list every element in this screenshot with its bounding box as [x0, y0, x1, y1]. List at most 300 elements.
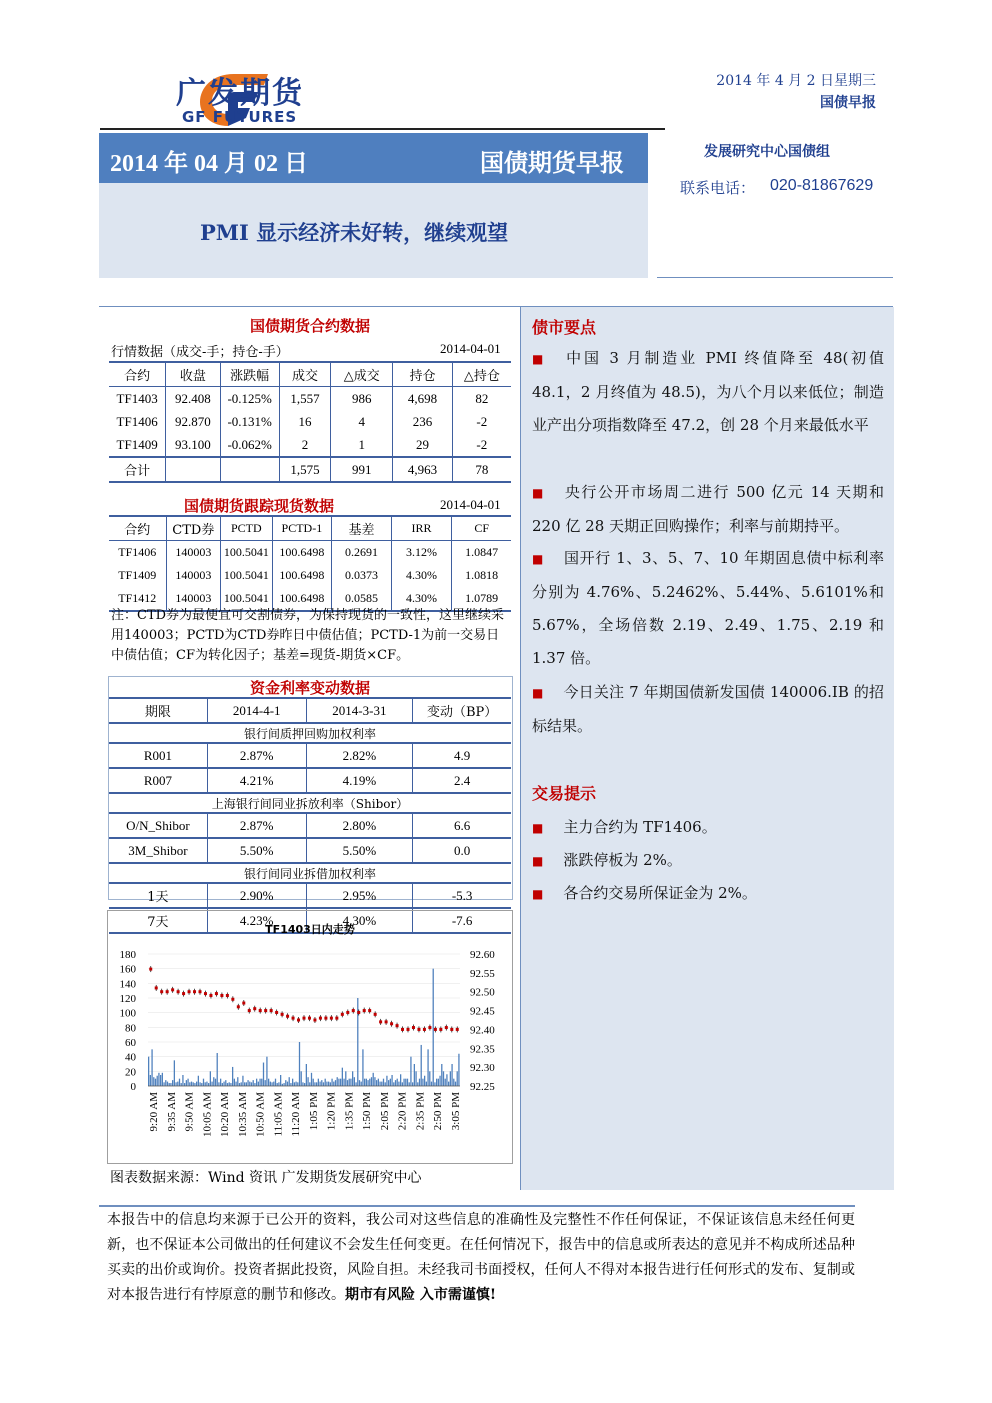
y-tick-label: 140	[119, 978, 136, 991]
volume-bar	[230, 1083, 231, 1086]
volume-bar	[337, 1077, 338, 1086]
table-cell	[166, 457, 220, 482]
volume-bar	[278, 1082, 279, 1086]
volume-bar	[328, 1082, 329, 1086]
table-cell: 0.2691	[332, 541, 392, 565]
volume-bar	[297, 1082, 298, 1086]
price-candle	[379, 1020, 382, 1023]
volume-bar	[155, 1079, 156, 1086]
volume-bar	[290, 1083, 291, 1086]
col-header: 合约	[109, 362, 166, 387]
price-candle	[160, 990, 163, 993]
market-point	[532, 342, 884, 442]
volume-bar	[241, 1082, 242, 1086]
volume-bar	[213, 1077, 214, 1086]
table-cell: 1.0847	[452, 541, 511, 565]
volume-bar	[208, 1083, 209, 1086]
volume-bar	[277, 1083, 278, 1086]
volume-bar	[361, 1082, 362, 1086]
table-cell: 100.5041	[221, 564, 273, 587]
volume-bar	[311, 1073, 312, 1086]
table-header-row	[109, 698, 511, 723]
table-cell: 92.408	[166, 387, 220, 411]
table-cell: TF1412	[118, 591, 157, 605]
chart-y-axis	[120, 949, 137, 1093]
headline: PMI 显示经济未好转，继续观望	[200, 220, 509, 245]
volume-bar	[266, 1057, 267, 1086]
price-candle	[209, 994, 212, 997]
department: 发展研究中心国债组	[704, 144, 830, 160]
price-candle	[231, 998, 234, 1001]
volume-bar	[179, 1079, 180, 1086]
price-candle	[193, 990, 196, 993]
x-tick-label: 10:05 AM	[201, 1092, 214, 1137]
volume-bar	[378, 1079, 379, 1086]
volume-bar	[359, 1080, 360, 1086]
table-cell: 986	[331, 387, 393, 411]
volume-bar	[395, 1080, 396, 1086]
price-candle	[346, 1011, 349, 1014]
contact-phone: 020-81867629	[770, 177, 874, 194]
table-cell: 2.80%	[306, 813, 413, 838]
table-row	[109, 410, 511, 433]
contracts-table	[109, 361, 511, 483]
volume-bar	[398, 1082, 399, 1086]
x-tick-label: 9:35 AM	[165, 1092, 178, 1132]
table-cell: 4.21%	[207, 768, 306, 793]
table-cell: 4,963	[393, 457, 452, 482]
volume-bar	[268, 1079, 269, 1086]
volume-bar	[391, 1075, 392, 1086]
table-cell: -0.125%	[220, 387, 279, 411]
col-header: 成交	[279, 362, 330, 387]
rates-group-label: 银行间同业拆借加权利率	[243, 866, 376, 881]
table-cell: 4.30%	[306, 908, 413, 933]
volume-bar	[307, 1077, 308, 1086]
col-header: 收盘	[166, 362, 220, 387]
table-cell: 4,698	[393, 387, 452, 411]
bullet-icon: ■	[532, 686, 544, 700]
table-cell: R001	[143, 747, 172, 763]
price-candle	[226, 994, 229, 997]
table-cell: 3.12%	[391, 541, 452, 565]
volume-bar	[433, 969, 434, 1086]
col-header: △持仓	[452, 362, 511, 387]
price-candle	[188, 990, 191, 993]
volume-bar	[158, 1073, 159, 1086]
table-cell: 7天	[147, 915, 169, 930]
ctd-table	[109, 515, 511, 612]
table-cell: 16	[279, 410, 330, 433]
y-tick-label: 80	[125, 1022, 136, 1035]
volume-bar	[289, 1077, 290, 1086]
volume-bar	[182, 1075, 183, 1086]
table-cell: 4.30%	[391, 587, 452, 611]
x-tick-label: 11:20 AM	[290, 1092, 303, 1137]
price-candle	[237, 1005, 240, 1008]
volume-bar	[309, 1082, 310, 1086]
point-text: 中国 3 月制造业 PMI 终值降至 48(初值 48.1，2 月终值为 48.5)，为八个月以来低位；制造业产出分项指数降至 47.2，创 28 个月来最低水平	[532, 349, 884, 434]
volume-bar	[295, 1082, 296, 1086]
volume-bar	[181, 1083, 182, 1086]
volume-bar	[371, 1077, 372, 1086]
table-cell: TF1406	[116, 413, 158, 429]
volume-bar	[148, 1057, 149, 1086]
y2-tick-label: 92.30	[470, 1062, 495, 1075]
table-cell: 2.4	[413, 768, 511, 793]
volume-bar	[376, 1080, 377, 1086]
volume-bar	[225, 1080, 226, 1086]
table-cell: 100.6498	[272, 541, 332, 565]
volume-bar	[383, 1079, 384, 1086]
table-cell: 5.50%	[306, 838, 413, 863]
y-tick-label: 160	[119, 963, 136, 976]
volume-bar	[388, 1080, 389, 1086]
bullet-icon: ■	[532, 352, 547, 366]
volume-bar	[397, 1079, 398, 1086]
volume-bar	[393, 1082, 394, 1086]
price-candle	[428, 1026, 431, 1029]
volume-bar	[239, 1083, 240, 1086]
price-candle	[363, 1009, 366, 1012]
col-header: PCTD	[221, 516, 273, 541]
volume-bar	[446, 1074, 447, 1086]
volume-bar	[369, 1079, 370, 1086]
chart-source: 图表数据来源：Wind 资讯 广发期货发展研究中心	[110, 1170, 422, 1186]
market-point	[532, 542, 884, 675]
y2-tick-label: 92.55	[470, 967, 495, 980]
tip-item	[532, 882, 757, 903]
table-cell: 100.6498	[272, 564, 332, 587]
table-cell: 100.6498	[272, 587, 332, 611]
volume-bar	[421, 1045, 422, 1086]
volume-bar	[414, 1064, 415, 1086]
volume-bar	[299, 1042, 300, 1086]
volume-bar	[157, 1076, 158, 1086]
volume-bar	[273, 1082, 274, 1086]
volume-bar	[162, 1073, 163, 1086]
volume-bar	[330, 1082, 331, 1086]
disclaimer	[107, 1208, 855, 1308]
volume-bar	[235, 1082, 236, 1086]
volume-bar	[217, 1053, 218, 1086]
volume-bar	[165, 1080, 166, 1086]
rates-table	[109, 697, 511, 934]
price-candle	[215, 992, 218, 995]
tip-text: 涨跌停板为 2%。	[563, 851, 682, 869]
y-tick-label: 60	[125, 1037, 136, 1049]
table-cell: 3M_Shibor	[128, 842, 188, 858]
volume-bar	[151, 1049, 152, 1086]
volume-bar	[263, 1063, 264, 1086]
table-row	[109, 387, 511, 411]
volume-bar	[205, 1082, 206, 1086]
volume-bar	[453, 1079, 454, 1086]
volume-bar	[254, 1083, 255, 1086]
price-candle	[401, 1028, 404, 1031]
volume-bar	[407, 1079, 408, 1086]
table-header-row	[109, 516, 511, 541]
bullet-icon: ■	[532, 854, 544, 868]
y2-tick-label: 92.45	[470, 1005, 495, 1018]
market-point	[532, 476, 884, 543]
table-cell: 236	[393, 410, 452, 433]
volume-bar	[160, 1075, 161, 1086]
price-candle	[248, 1009, 251, 1012]
volume-bar	[364, 1079, 365, 1086]
volume-bar	[170, 1083, 171, 1086]
volume-bar	[256, 1079, 257, 1086]
col-header: 持仓	[393, 362, 452, 387]
price-candle	[166, 990, 169, 993]
table-cell: 合计	[124, 464, 151, 479]
logo-text-en: GF FUTURES	[182, 108, 298, 126]
volume-bar	[426, 1082, 427, 1086]
table-cell	[220, 457, 279, 482]
volume-bar	[409, 1082, 410, 1086]
rates-group-label: 银行间质押回购加权利率	[243, 726, 376, 741]
price-candle	[177, 990, 180, 993]
volume-bar	[455, 1082, 456, 1086]
volume-bar	[319, 1082, 320, 1086]
table-cell: 140003	[166, 587, 221, 611]
table-group-row	[109, 723, 511, 743]
volume-bar	[242, 1076, 243, 1086]
volume-bar	[355, 1082, 356, 1086]
price-candle	[259, 1009, 262, 1012]
y-tick-label: 40	[125, 1051, 136, 1064]
volume-bar	[390, 1079, 391, 1086]
volume-bar	[150, 1075, 151, 1086]
y2-tick-label: 92.35	[470, 1043, 495, 1056]
volume-bar	[381, 1082, 382, 1086]
volume-bar	[331, 1079, 332, 1086]
col-header: 涨跌幅	[220, 362, 279, 387]
volume-bar	[457, 1071, 458, 1086]
volume-bar	[232, 1067, 233, 1086]
volume-bar	[201, 1083, 202, 1086]
volume-bar	[223, 1082, 224, 1086]
x-tick-label: 1:20 PM	[325, 1092, 338, 1131]
price-candle	[275, 1011, 278, 1014]
price-candle	[308, 1017, 311, 1020]
volume-bar	[304, 1083, 305, 1086]
volume-bar	[306, 1064, 307, 1086]
volume-bar	[222, 1083, 223, 1086]
contracts-sub-label: 行情数据（成交-手；持仓-手）	[111, 345, 289, 360]
point-text: 央行公开市场周二进行 500 亿元 14 天期和 220 亿 28 天期正回购操作；利率与前期持平。	[532, 483, 884, 535]
x-tick-label: 1:05 PM	[307, 1092, 320, 1131]
volume-bar	[174, 1060, 175, 1086]
table-row	[109, 813, 511, 838]
volume-bar	[342, 1068, 343, 1086]
price-candle	[270, 1009, 273, 1012]
table-total-row	[109, 457, 511, 482]
volume-bar	[403, 1079, 404, 1086]
table-cell: R007	[143, 772, 172, 788]
y-tick-label: 100	[119, 1007, 136, 1020]
x-tick-label: 11:05 AM	[272, 1092, 285, 1137]
volume-bar	[302, 1082, 303, 1086]
volume-bar	[211, 1082, 212, 1086]
price-candle	[155, 986, 158, 989]
ctd-note: 注：CTD券为最便宜可交割债券，为保持现货的一致性，这里继续采用140003；PCTD为CTD券昨日中债估值；PCTD-1为前一交易日中债估值；CF为转化因子；基差=现货-期货×CF。	[111, 608, 505, 663]
table-cell: 0.0585	[332, 587, 392, 611]
volume-bar	[445, 1079, 446, 1086]
volume-bar	[362, 1049, 363, 1086]
price-candle	[330, 1017, 333, 1020]
volume-bar	[210, 1071, 211, 1086]
volume-bar	[270, 1082, 271, 1086]
table-cell: 1,575	[279, 457, 330, 482]
table-cell: 2.82%	[306, 743, 413, 768]
y2-tick-label: 92.25	[470, 1081, 495, 1093]
price-candle	[439, 1028, 442, 1031]
table-cell: 0.0373	[332, 564, 392, 587]
volume-bar	[187, 1079, 188, 1086]
volume-bar	[386, 1076, 387, 1086]
volume-bar	[347, 1080, 348, 1086]
table-cell: 1.0818	[452, 564, 511, 587]
x-tick-label: 10:50 AM	[254, 1092, 267, 1137]
volume-bar	[354, 1077, 355, 1086]
price-candle	[423, 1028, 426, 1031]
y2-tick-label: 92.40	[470, 1024, 495, 1037]
y2-tick-label: 92.50	[470, 986, 495, 999]
price-candle	[171, 988, 174, 991]
table-cell: 2.90%	[207, 883, 306, 908]
volume-bar	[229, 1082, 230, 1086]
volume-bar	[333, 1082, 334, 1086]
table-cell: 991	[331, 457, 393, 482]
volume-bar	[345, 1071, 346, 1086]
table-cell: 140003	[166, 541, 221, 565]
price-candle	[297, 1019, 300, 1022]
volume-bar	[193, 1082, 194, 1086]
table-cell: 4	[331, 410, 393, 433]
volume-bar	[206, 1082, 207, 1086]
bullet-icon: ■	[532, 887, 544, 901]
report-type: 国债早报	[820, 95, 876, 111]
volume-bar	[198, 1076, 199, 1086]
volume-bar	[271, 1082, 272, 1086]
volume-bar	[313, 1079, 314, 1086]
col-header: 基差	[332, 516, 392, 541]
table-cell: TF1409	[116, 436, 158, 452]
volume-bar	[415, 1071, 416, 1086]
volume-bar	[203, 1079, 204, 1086]
chart-title: TF1403日内走势	[265, 923, 355, 936]
table-cell: 4.30%	[391, 564, 452, 587]
price-candle	[199, 990, 202, 993]
table-row	[109, 768, 511, 793]
price-candle	[456, 1028, 459, 1031]
price-candle	[417, 1028, 420, 1031]
table-cell: -7.6	[413, 908, 511, 933]
report-date-line: 2014 年 4 月 2 日星期三	[716, 73, 876, 89]
price-candle	[412, 1026, 415, 1029]
x-tick-label: 2:20 PM	[396, 1092, 409, 1131]
volume-bar	[177, 1082, 178, 1086]
table-cell: 93.100	[166, 433, 220, 457]
volume-bar	[215, 1079, 216, 1086]
volume-bar	[314, 1082, 315, 1086]
price-candle	[324, 1017, 327, 1020]
volume-bar	[422, 1079, 423, 1086]
volume-bar	[340, 1079, 341, 1086]
table-cell: 92.870	[166, 410, 220, 433]
price-candle	[313, 1019, 316, 1022]
volume-bar	[448, 1082, 449, 1086]
table-row	[109, 564, 511, 587]
price-candle	[182, 992, 185, 995]
volume-bar	[283, 1083, 284, 1086]
bullet-icon: ■	[532, 552, 544, 566]
volume-bar	[410, 1057, 411, 1086]
price-candle	[319, 1017, 322, 1020]
price-candle	[335, 1017, 338, 1020]
volume-bar	[373, 1073, 374, 1086]
volume-bar	[246, 1082, 247, 1086]
price-candle	[445, 1026, 448, 1029]
point-text: 今日关注 7 年期国债新发国债 140006.IB 的招标结果。	[532, 683, 884, 735]
price-candle	[352, 1009, 355, 1012]
price-candle	[385, 1020, 388, 1023]
price-candle	[390, 1022, 393, 1025]
x-tick-label: 2:50 PM	[432, 1092, 445, 1131]
rates-group-label: 上海银行间同业拆放利率（Shibor）	[211, 796, 409, 811]
ctd-table-title: 国债期货跟踪现货数据	[183, 497, 334, 515]
volume-bar	[458, 1054, 459, 1086]
volume-bar	[220, 1079, 221, 1086]
volume-bar	[350, 1079, 351, 1086]
volume-bar	[338, 1079, 339, 1086]
market-point	[532, 676, 884, 743]
price-candle	[434, 1028, 437, 1031]
disclaimer-divider	[99, 1205, 855, 1207]
volume-bar	[258, 1082, 259, 1086]
volume-bar	[163, 1082, 164, 1086]
y-tick-label: 0	[130, 1081, 136, 1093]
tip-item	[532, 816, 717, 837]
y-tick-label: 120	[119, 993, 136, 1005]
volume-bar	[451, 1064, 452, 1086]
volume-bar	[412, 1082, 413, 1086]
volume-bar	[186, 1080, 187, 1086]
table-row	[109, 541, 511, 565]
table-group-row	[109, 793, 511, 813]
price-candle	[292, 1017, 295, 1020]
volume-bar	[419, 1079, 420, 1086]
table-cell: -5.3	[413, 883, 511, 908]
price-candle	[450, 1028, 453, 1031]
volume-bar	[184, 1083, 185, 1086]
volume-bar	[405, 1079, 406, 1086]
volume-bar	[434, 1082, 435, 1086]
table-cell: 1	[331, 433, 393, 457]
y2-tick-label: 92.60	[470, 949, 495, 961]
table-cell: 4.23%	[207, 908, 306, 933]
tip-item	[532, 849, 682, 870]
price-candle	[303, 1017, 306, 1020]
chart-x-axis	[148, 1086, 462, 1137]
table-cell: 78	[452, 457, 511, 482]
volume-bar	[424, 1076, 425, 1086]
table-cell: -0.131%	[220, 410, 279, 433]
volume-bar	[379, 1082, 380, 1086]
table-cell: 5.50%	[207, 838, 306, 863]
volume-bar	[169, 1083, 170, 1086]
